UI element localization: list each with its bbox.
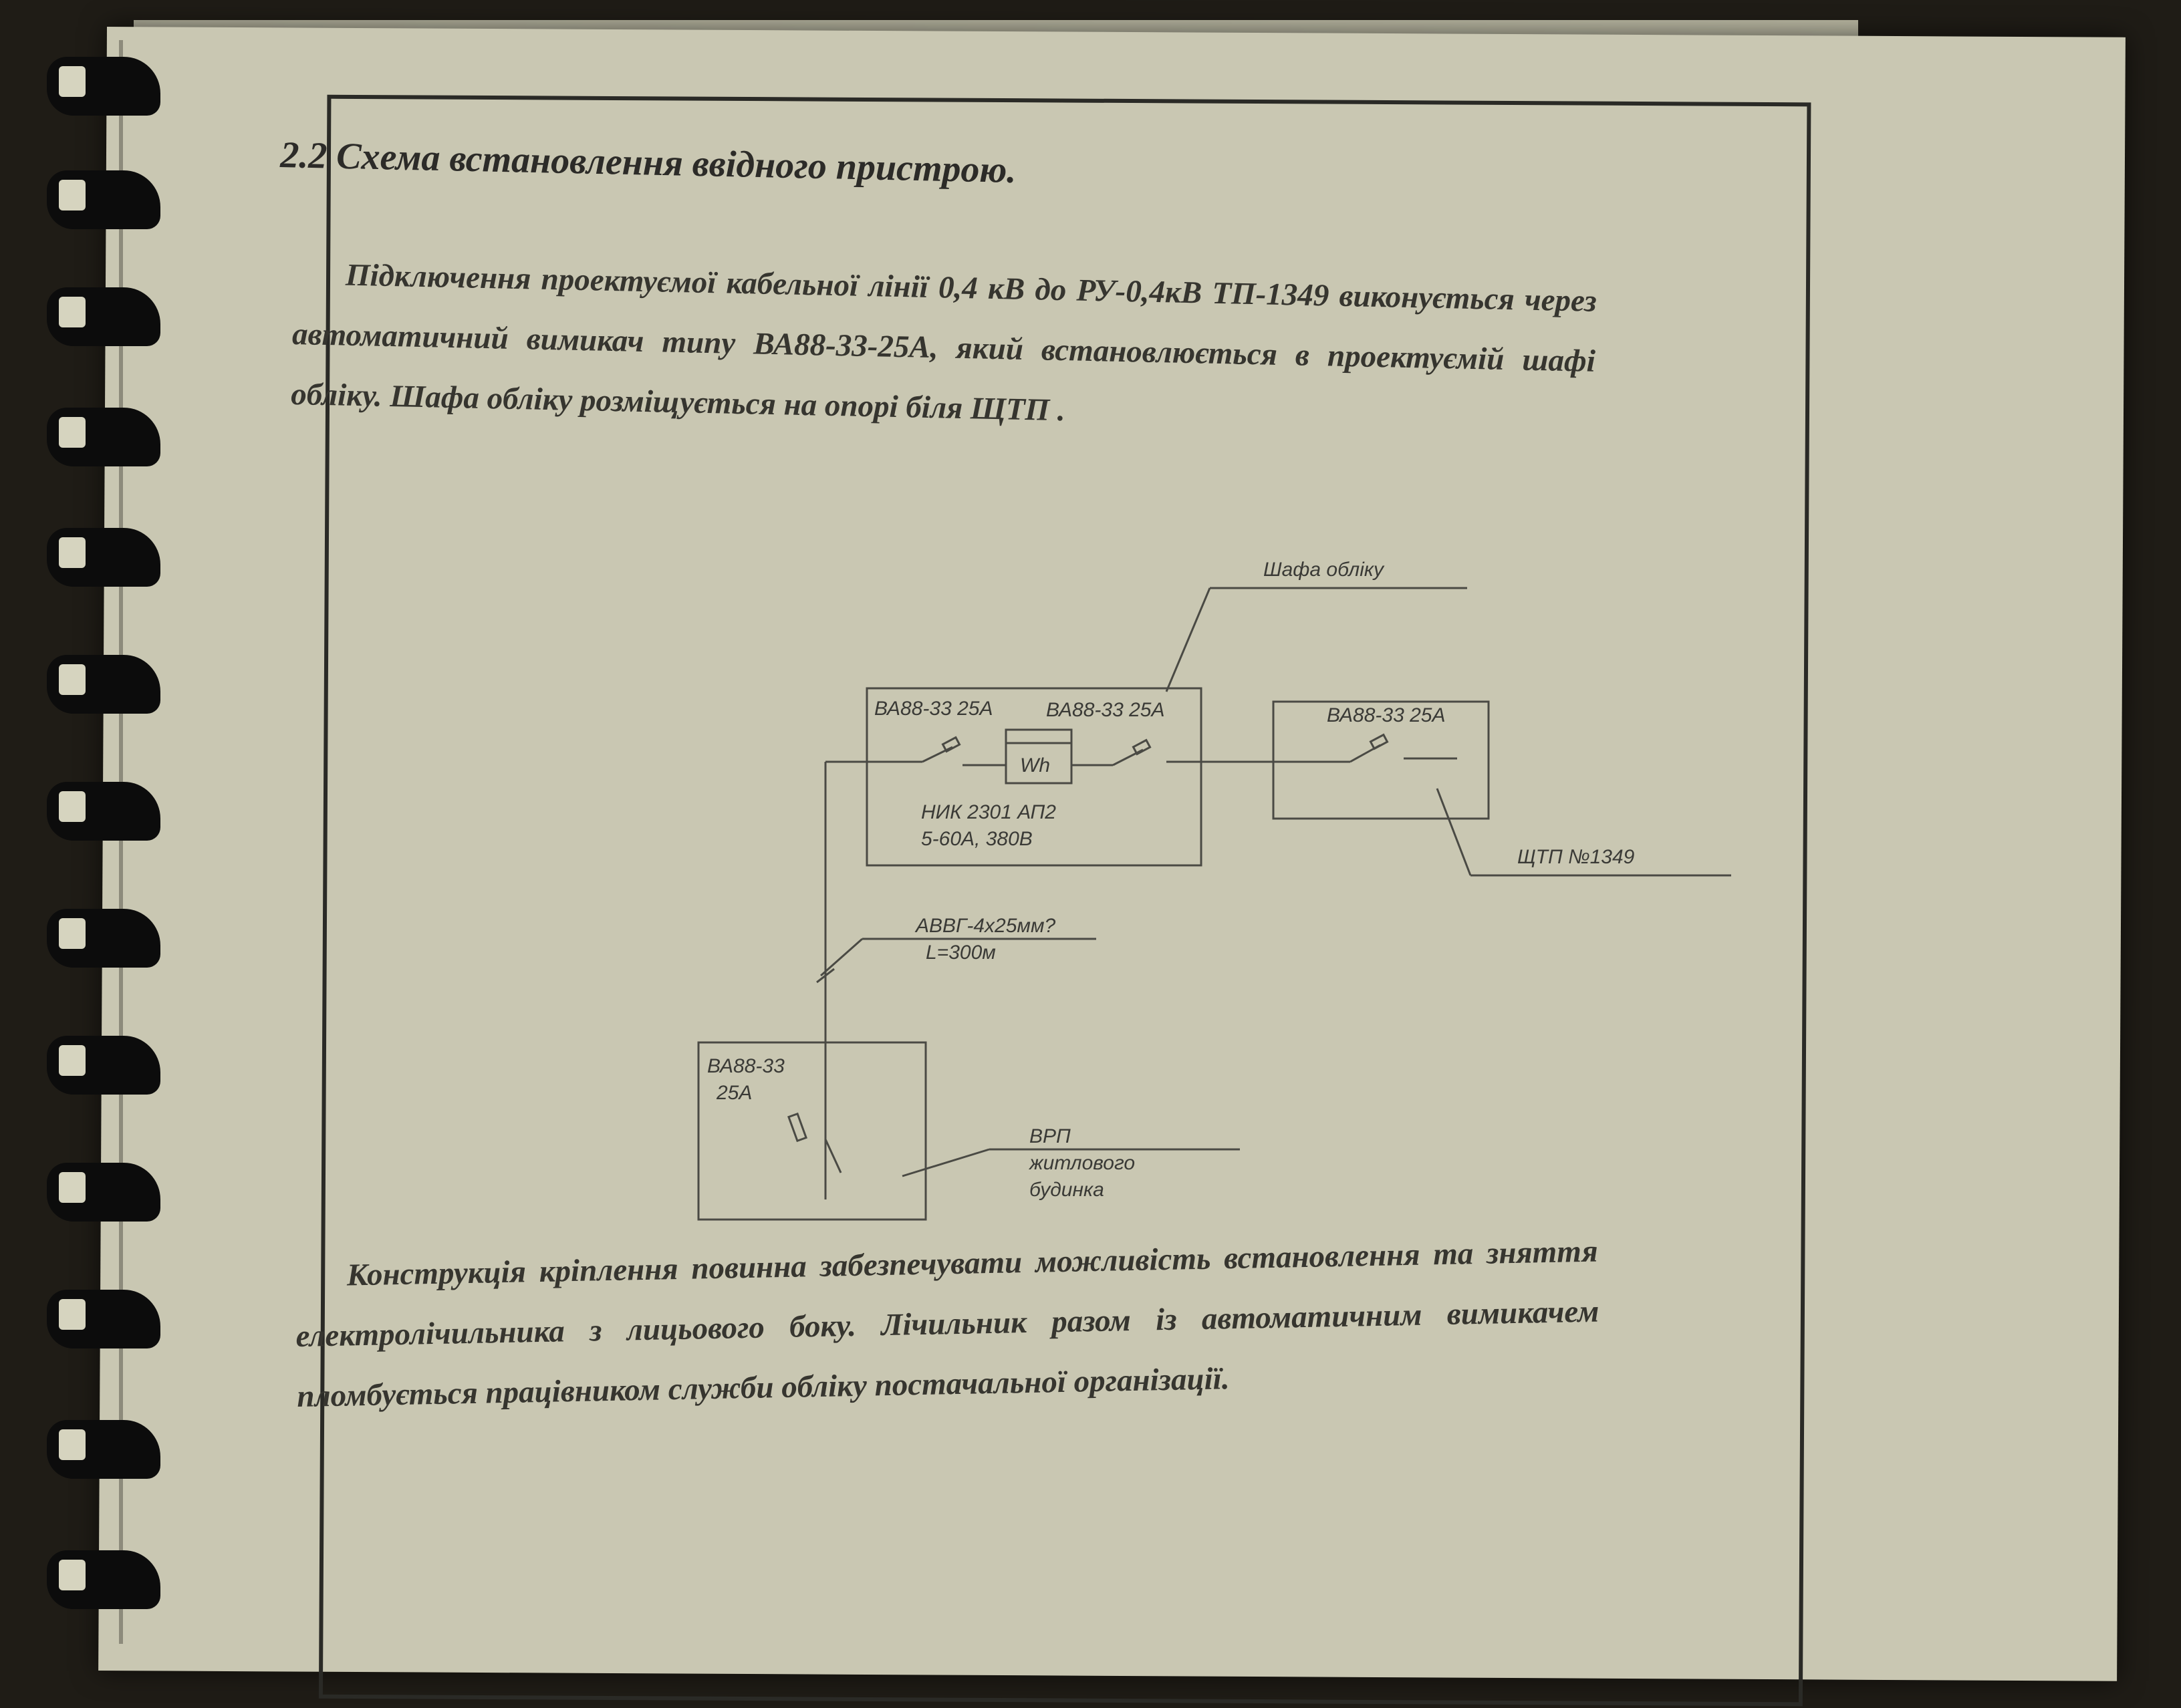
breaker-right-label: ВА88-33 25А bbox=[1046, 699, 1165, 721]
section-heading: 2.2 Схема встановлення ввідного пристрою. bbox=[279, 134, 1017, 192]
cabinet-leader bbox=[1166, 588, 1210, 692]
breaker-right-trip bbox=[1133, 740, 1150, 754]
breaker-right-switch bbox=[1113, 750, 1143, 765]
breaker-left-label: ВА88-33 25А bbox=[874, 698, 993, 720]
cable-leader bbox=[821, 939, 862, 976]
substation-breaker-label: ВА88-33 25А bbox=[1327, 704, 1446, 726]
house-panel-label-2: житлового bbox=[1029, 1152, 1136, 1174]
breaker-left-switch bbox=[922, 747, 952, 762]
house-breaker-switch bbox=[825, 1139, 841, 1173]
house-breaker-trip bbox=[789, 1114, 806, 1141]
cabinet-label: Шафа обліку bbox=[1263, 559, 1384, 581]
meter-model: НИК 2301 АП2 bbox=[921, 801, 1056, 823]
substation-label: ЩТП №1349 bbox=[1517, 846, 1635, 868]
house-leader bbox=[902, 1149, 989, 1176]
mounting-paragraph: Конструкція кріплення повинна забезпечувати можливість встановлення та зняття електролічильника з лицьового боку. Лічильник разом із автоматичним вимикачем пломбується працівником служби обліку постачальної організації. bbox=[295, 1234, 1599, 1414]
meter-symbol: Wh bbox=[1020, 754, 1050, 776]
substation-leader bbox=[1437, 789, 1470, 875]
substation-breaker-trip bbox=[1370, 735, 1387, 749]
cable-type: АВВГ-4х25мм? bbox=[916, 915, 1056, 937]
meter-rating: 5-60А, 380В bbox=[921, 828, 1033, 850]
intro-paragraph: Підключення проектуємої кабельної лінії 0,4 кВ до РУ-0,4кВ ТП-1349 виконується через автоматичний вимикач типу ВА88-33-25А, який встановлюється в проектуємій шафі обліку. Шафа обліку розміщується на опорі біля ЩТП . bbox=[290, 257, 1597, 428]
house-panel-label-3: будинка bbox=[1029, 1179, 1104, 1201]
house-breaker-label-2: 25А bbox=[717, 1082, 753, 1104]
breaker-left-trip bbox=[942, 738, 959, 752]
cable-length: L=300м bbox=[926, 942, 996, 964]
house-panel-label-1: ВРП bbox=[1029, 1125, 1071, 1147]
house-breaker-label-1: ВА88-33 bbox=[707, 1055, 785, 1077]
